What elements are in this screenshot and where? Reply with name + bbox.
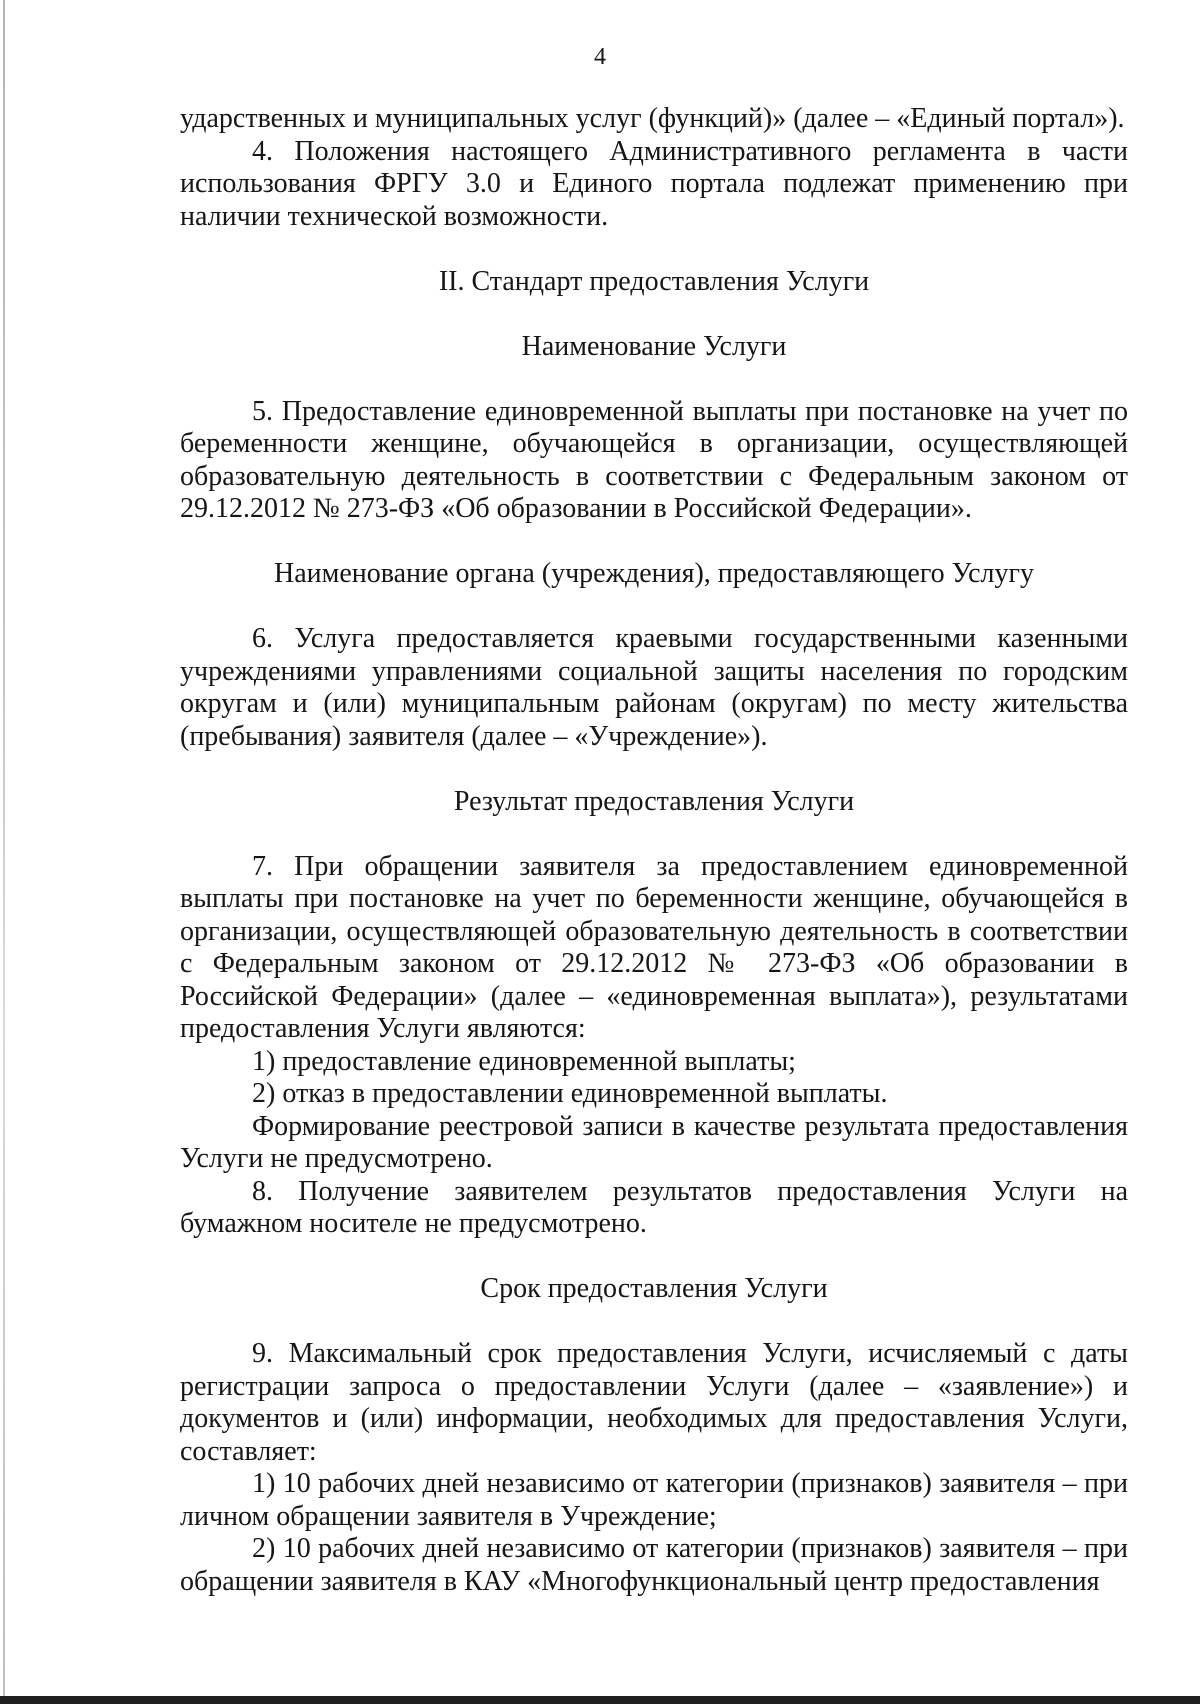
spacer <box>180 818 1128 851</box>
spacer <box>180 1306 1128 1339</box>
section-heading-standard: II. Стандарт предоставления Услуги <box>438 265 870 297</box>
paragraph-7-item-2: 2) отказ в предоставлении единовременной выплаты. <box>252 1078 888 1109</box>
spacer <box>180 526 1128 559</box>
paragraph-9-item-1: 1) 10 рабочих дней независимо от категории (признаков) заявителя – при личном обращении заявителя в Учреждение; <box>180 1468 1128 1532</box>
paragraph-5: 5. Предоставление единовременной выплаты при постановке на учет по беременности женщине, обучающейся в организации, осуществляющей образовательную деятельность в соответствии с Федеральным законом от 29.12.2012 № 273-ФЗ «Об образовании в Российской Федерации». <box>180 395 1128 524</box>
paragraph-9: 9. Максимальный срок предоставления Услуги, исчисляемый с даты регистрации запроса о предоставлении Услуги (далее – «заявление») и документов и (или) информации, необходимых для предоставления Услуги, составляет: <box>180 1338 1128 1467</box>
page-number: 4 <box>594 44 606 70</box>
spacer <box>180 753 1128 786</box>
paragraph-4: 4. Положения настоящего Административного регламента в части использования ФРГУ 3.0 и Единого портала подлежат применению при наличии технической возможности. <box>180 135 1128 232</box>
subheading-result: Результат предоставления Услуги <box>453 785 855 817</box>
subheading-term: Срок предоставления Услуги <box>480 1273 828 1304</box>
scan-left-edge <box>3 0 5 1704</box>
spacer <box>180 298 1128 331</box>
paragraph-7: 7. При обращении заявителя за предоставлением единовременной выплаты при постановке на учет по беременности женщине, обучающейся в организации, осуществляющей образовательную деятельность в соответствии с Федеральным законом от 29.12.2012 № 273-ФЗ «Об образовании в Российской Федерации» (далее – «единовременная выплата»), результатами предоставления Услуги являются: <box>180 850 1128 1044</box>
paragraph-intro-continuation: ударственных и муниципальных услуг (функций)» (далее – «Единый портал»). <box>180 103 1125 134</box>
spacer <box>180 591 1128 624</box>
paragraph-6: 6. Услуга предоставляется краевыми государственными казенными учреждениями управлениями социальной защиты населения по городским округам и (или) муниципальным районам (округам) по месту жительства (пребывания) заявителя (далее – «Учреждение»). <box>180 623 1128 752</box>
paragraph-9-item-2: 2) 10 рабочих дней независимо от категории (признаков) заявителя – при обращении заявителя в КАУ «Многофункциональный центр предоставления <box>180 1533 1128 1597</box>
subheading-service-name: Наименование Услуги <box>521 330 787 362</box>
spacer <box>180 1241 1128 1274</box>
spacer <box>180 363 1128 396</box>
paragraph-7-registry-note: Формирование реестровой записи в качестве результата предоставления Услуги не предусмотрено. <box>180 1110 1128 1174</box>
paragraph-8: 8. Получение заявителем результатов предоставления Услуги на бумажном носителе не предусмотрено. <box>180 1175 1128 1239</box>
document-body <box>180 103 1128 1598</box>
paragraph-7-item-1: 1) предоставление единовременной выплаты; <box>252 1045 796 1077</box>
scan-bottom-edge <box>0 1696 1200 1704</box>
subheading-providing-organ: Наименование органа (учреждения), предоставляющего Услугу <box>274 558 1034 589</box>
spacer <box>180 233 1128 266</box>
